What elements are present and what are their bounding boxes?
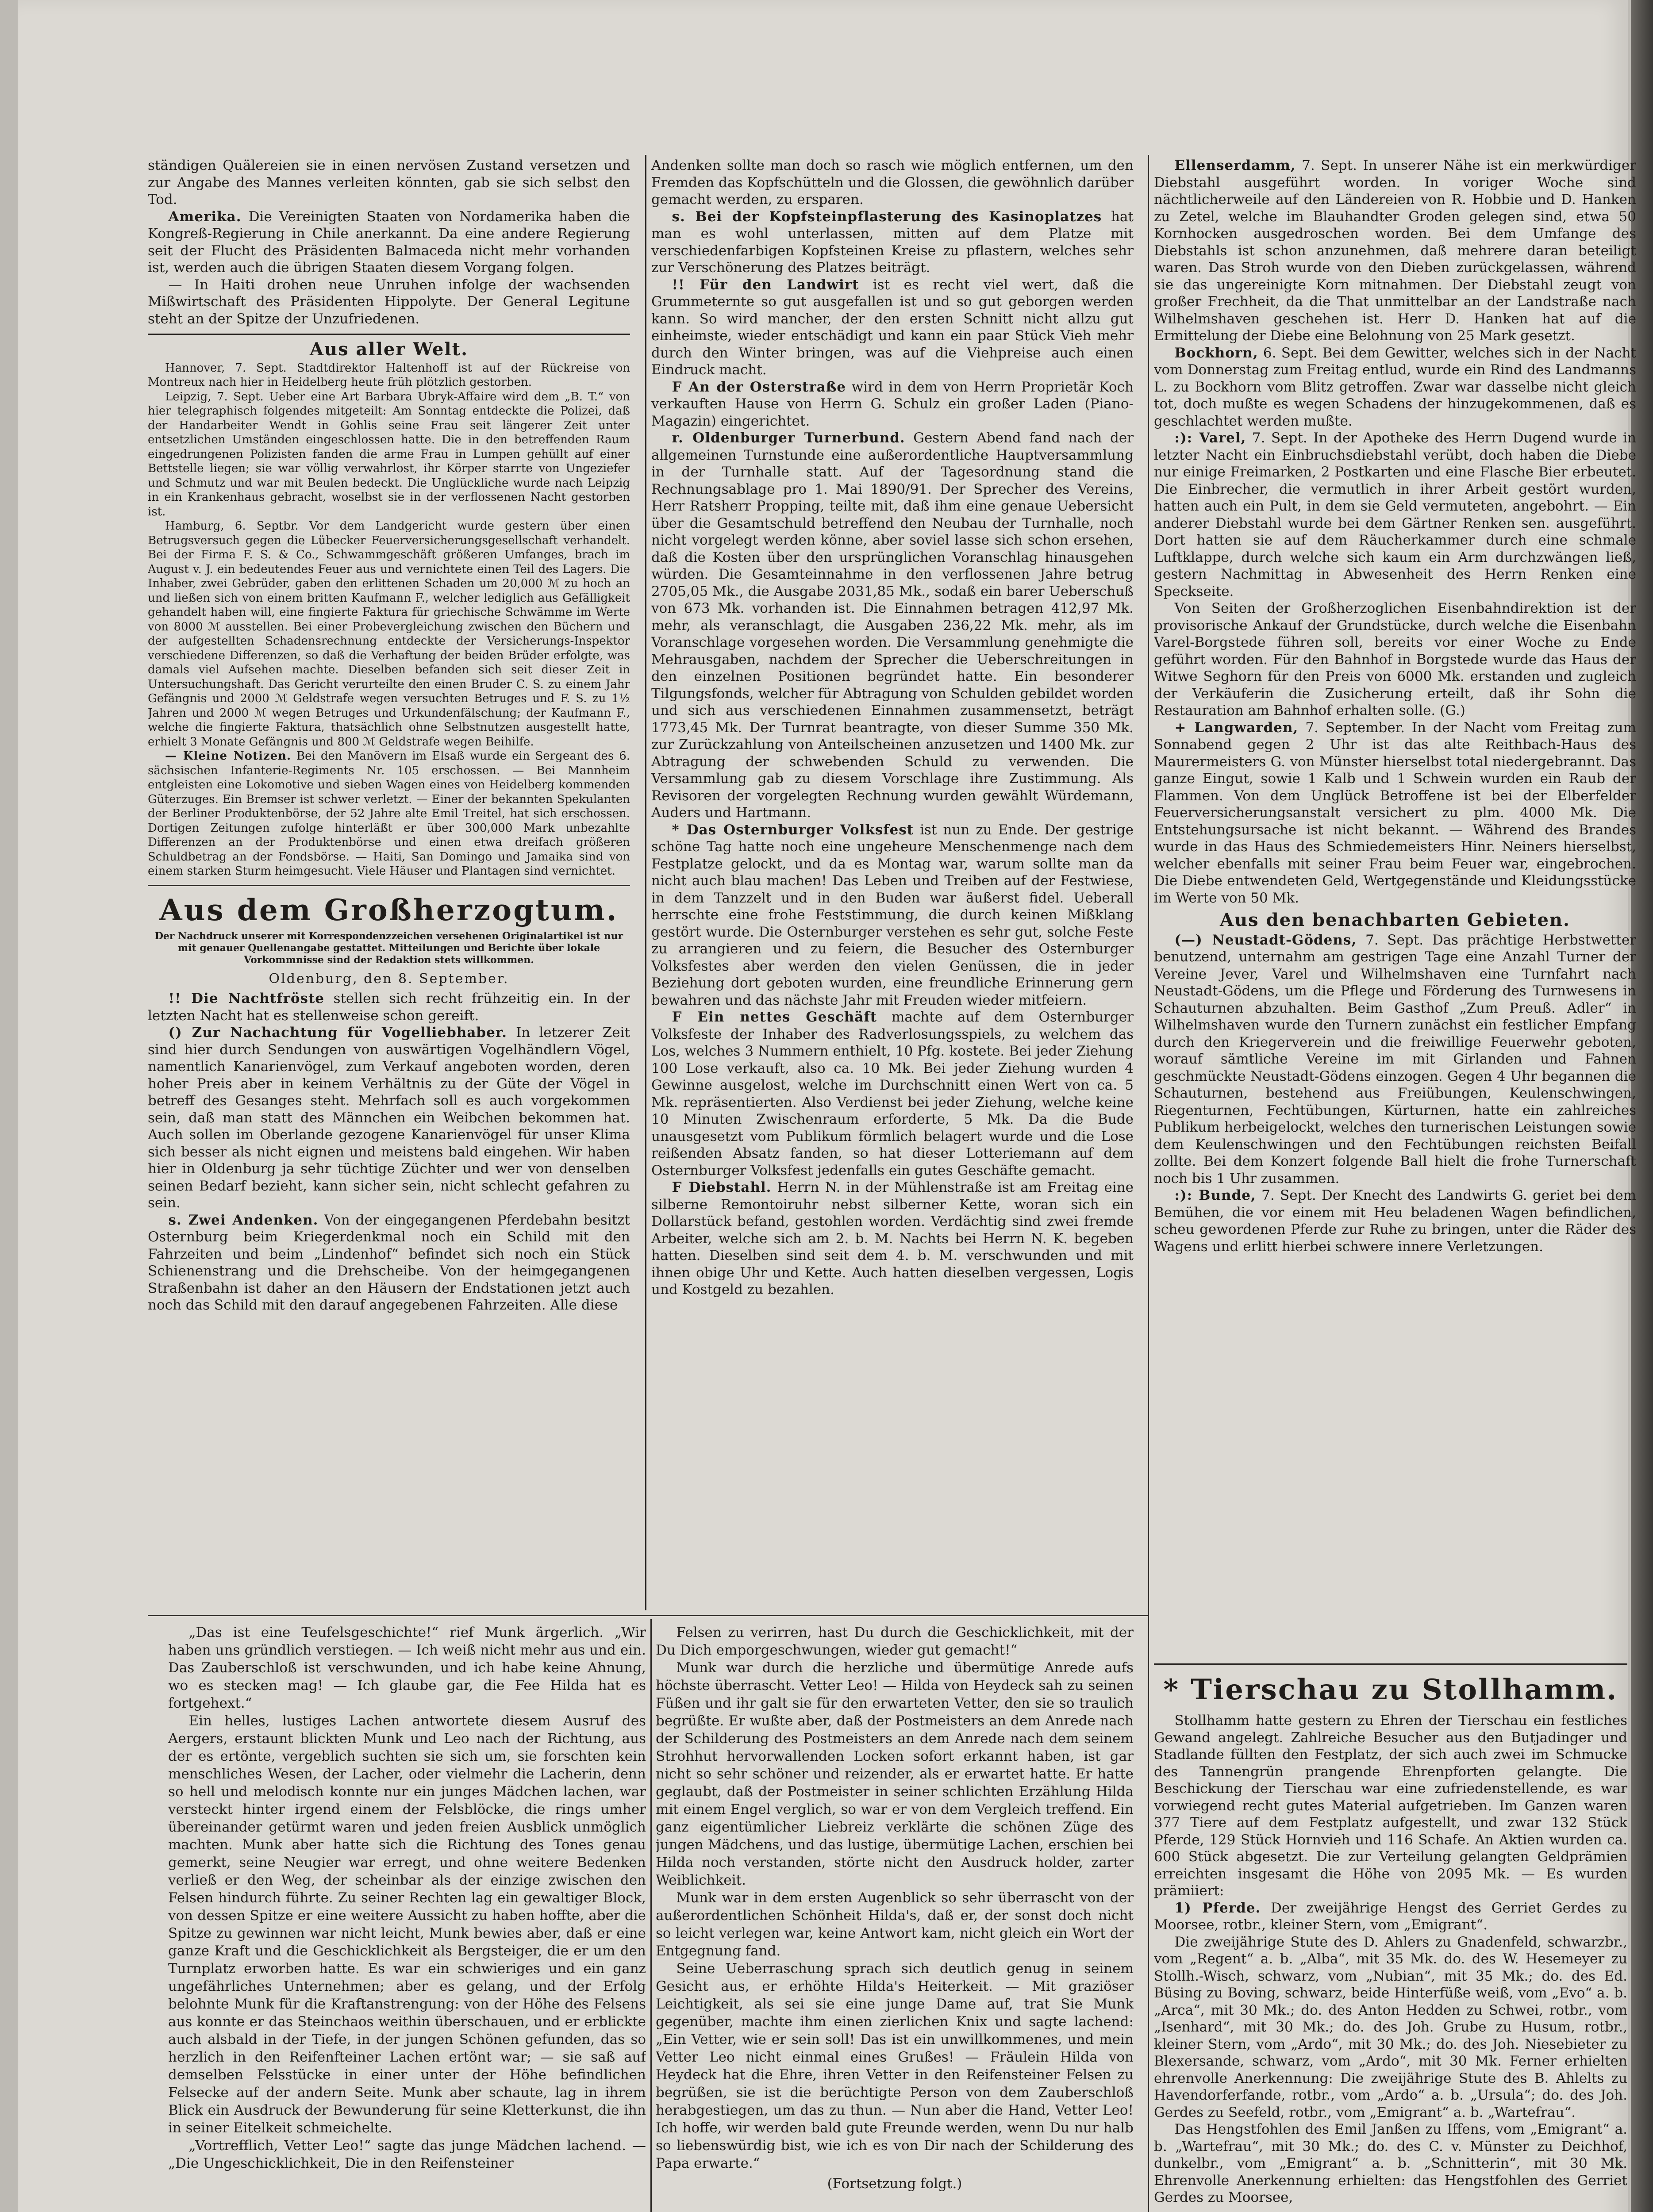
vogel-keyword: () Zur Nachachtung für Vogelliebhaber. [168, 1025, 507, 1041]
volksfest-keyword: * Das Osternburger Volksfest [672, 822, 914, 838]
oster-text: wird in dem von Herrn Proprietär Koch verkauften Hause von Herrn G. Schulz ein großer Laden (Piano-Magazin) eingerichtet. [651, 379, 1134, 429]
kasino-text: hat man es wohl unterlassen, mitten auf dem Platze mit verschiedenfarbigen Kopfsteinen Kreise zu pflastern, welches sehr zur Verschönerung des Platzes beiträgt. [651, 208, 1134, 276]
tierschau-section [1154, 1672, 1627, 2212]
bockhorn-keyword: Bockhorn, [1174, 345, 1258, 361]
feuilleton-paragraph: „Das ist eine Teufelsgeschichte!“ rief Munk ärgerlich. „Wir haben uns gründlich verstiegen. — Ich weiß nicht mehr aus und ein. Das Zauberschloß ist verschwunden, und ich habe keine Ahnung, wo es stecken mag! — Ich glaube gar, die Fee Hilda hat es fortgehext.“ [168, 1624, 646, 1711]
notizen-keyword: — Kleine Notizen. [165, 749, 292, 763]
feuilleton-right [656, 1624, 1134, 2212]
landwirt-article [651, 276, 1134, 379]
nachtfroeste-keyword: !! Die Nachtfröste [168, 991, 325, 1006]
oster-keyword: F An der Osterstraße [672, 379, 846, 395]
reprint-notice: Der Nachdruck unserer mit Korrespondenzzeichen versehenen Originalartikel ist nur mit genauer Quellenangabe gestattet. Mitteilungen und Berichte über lokale Vorkommnisse sind der Redaktion stets willkommen. [154, 930, 623, 966]
tierschau-pferde [1154, 1900, 1627, 1934]
feuilleton-paragraph: Felsen zu verirren, hast Du durch die Geschicklichkeit, mit der Du Dich emporgeschwungen, wieder gut gemacht!“ [656, 1624, 1134, 1658]
feuilleton-paragraph: Munk war in dem ersten Augenblick so sehr überrascht von der außerordentlichen Schönheit Hilda's, daß er, der sonst doch nicht so leicht verlegen war, keine Antwort kam, nicht gleich ein Wort der Entgegnung fand. [656, 1890, 1134, 1959]
welt-item: Leipzig, 7. Sept. Ueber eine Art Barbara Ubryk-Affaire wird dem „B. T.“ von hier telegraphisch folgendes mitgeteilt: Am Sonntag entdeckte die Polizei, daß der Handarbeiter Wendt in Gohlis seine Frau seit längerer Zeit unter entsetzlichen Umständen eingeschlossen hatte. Die in den betreffenden Raum eingedrungenen Polizisten fanden die arme Frau in Lumpen gehüllt auf einer Bettstelle liegen; sie war völlig verwahrlost, ihr Körper starrte von Ungeziefer und Schmutz und war mit Beulen bedeckt. Die Unglückliche wurde nach Leipzig in ein Krankenhaus gebracht, woselbst sie in der verflossenen Nacht gestorben ist. [148, 390, 630, 518]
bunde-article [1154, 1187, 1636, 1255]
amerika-article [148, 208, 630, 276]
langw-keyword: + Langwarden, [1174, 719, 1299, 736]
haiti-text: — In Haiti drohen neue Unruhen infolge der wachsenden Mißwirtschaft des Präsidenten Hippolyte. Der General Legitune steht an der Spitze der Unzufriedenen. [148, 276, 630, 327]
volksfest-article [651, 822, 1134, 1009]
section-head-welt: Aus aller Welt. [309, 339, 469, 360]
intro-text: ständigen Quälereien sie in einen nervösen Zustand versetzen und zur Angabe des Mannes verleiten könnten, gab sie sich selbst den Tod. [148, 157, 630, 207]
tierschau-head: * Tierschau zu Stollhamm. [1163, 1673, 1618, 1706]
nachtfroeste-article [148, 990, 630, 1024]
geschaeft-keyword: F Ein nettes Geschäft [672, 1009, 877, 1025]
ellens-text: 7. Sept. In unserer Nähe ist ein merkwürdiger Diebstahl ausgeführt worden. In voriger Woche sind nächtlicherweile auf den Ländereien von R. Hobbie und D. Hanken zu Zetel, welche im Blauhandter Groden gelegen sind, etwa 50 Kornhocken ausgedroschen worden. Bei dem Umfange des Diebstahls ist schon anzunehmen, daß mehrere daran beteiligt waren. Das Stroh wurde von den Dieben zurückgelassen, während sie das ungereinigte Korn mitnahmen. Der Diebstahl zeugt von großer Frechheit, da die That unmittelbar an der Landstraße nach Wilhelmshaven geschehen ist. Herr D. Hanken hat auf die Ermittelung der Diebe eine Belohnung von 25 Mark gesetzt. [1154, 157, 1636, 344]
section-head-grossherzogtum: Aus dem Großherzogtum. [159, 892, 619, 927]
diebstahl-text: Herrn N. in der Mühlenstraße ist am Freitag eine silberne Remontoiruhr nebst silberner Kette, woran sich ein Dollarstück befand, gestohlen worden. Verdächtig sind zwei fremde Arbeiter, welche sich am 2. b. M. Nachts bei Herrn N. K. begeben hatten. Dieselben sind seit dem 4. b. M. verschwunden und mit ihnen obige Uhr und Kette. Auch hatten dieselben vergessen, Logis und Kostgeld zu bezahlen. [651, 1179, 1134, 1298]
welt-item: Hamburg, 6. Septbr. Vor dem Landgericht wurde gestern über einen Betrugsversuch gegen die Lübecker Feuerversicherungsgesellschaft verhandelt. Bei der Firma F. S. & Co., Schwammgeschäft größeren Umfanges, brach im August v. J. ein bedeutendes Feuer aus und vernichtete einen Teil des Lagers. Die Inhaber, zwei Gebrüder, gaben den erlittenen Schaden um 20,000 ℳ zu hoch an und ließen sich von einem britten Kaufmann F., welcher lediglich aus Gefälligkeit gehandelt haben will, eine fingierte Faktura für griechische Schwämme im Werte von 8000 ℳ ausstellen. Bei einer Probevergleichung zwischen den Büchern und der aufgestellten Schadensrechnung entdeckte der Versicherungs-Inspektor verschiedene Differenzen, so daß die Verhaftung der beiden Brüder erfolgte, was damals viel Aufsehen machte. Dieselben befanden sich seit dieser Zeit in Untersuchungshaft. Das Gericht verurteilte den einen Bruder C. S. zu einem Jahr Gefängnis und 2000 ℳ Geldstrafe wegen versuchten Betruges und F. S. zu 1½ Jahren und 2000 ℳ wegen Betruges und Urkundenfälschung; der Kaufmann F., welche die fingierte Faktura, thatsächlich ohne Selbstnutzen ausgestellt hatte, erhielt 3 Monate Gefängnis und 800 ℳ Geldstrafe wegen Beihilfe. [148, 519, 630, 749]
neustadt-article [1154, 932, 1636, 1187]
andenken-keyword: s. Zwei Andenken. [168, 1212, 319, 1228]
feuilleton-paragraph: „Vortrefflich, Vetter Leo!“ sagte das junge Mädchen lachend. — „Die Ungeschicklichkeit, Die in den Reifensteiner [168, 2138, 646, 2171]
column-1 [148, 157, 630, 1599]
oster-article [651, 379, 1134, 430]
diebstahl-keyword: F Diebstahl. [672, 1179, 772, 1195]
volksfest-text: ist nun zu Ende. Der gestrige schöne Tag hatte noch eine ungeheure Menschenmenge nach dem Festplatze gelockt, und da es Montag war, warum sollte man da nicht auch blau machen! Das Leben und Treiben auf der Festwiese, in dem Tanzzelt und in den Buden war äußerst fidel. Ueberall herrschte eine frohe Feststimmung, die durch keinen Mißklang gestört wurde. Die Osternburger verstehen es sehr gut, solche Feste zu arrangieren und zu feiern, die Besucher des Osternburger Volksfestes aber werden den vielen Genüssen, die in jeder Beziehung dort geboten wurden, eine freundliche Erinnerung gern bewahren und das nächste Jahr mit Freuden wieder mitfeiern. [651, 822, 1134, 1008]
feuilleton-paragraph: Munk war durch die herzliche und übermütige Anrede aufs höchste überrascht. Vetter Leo! — Hilda von Heydeck sah zu seinen Füßen und ihr galt sie für den erwarteten Vetter, den sie so traulich begrüßte. Er wußte aber, daß der Postmeisters an dem Anrede nach der Schilderung des Postmeisters an dem Anrede nach dem seinem Strohhut hervorwallenden Locken sofort erkannt haben, ist gar nicht so sehr schöner und reizender, als er erwartet hatte. Er hatte geglaubt, daß der Postmeister in seiner schlichten Erzählung Hilda mit einem Engel verglich, so war er von dem Vergleich treffend. Ein ganz eigentümlicher Liebreiz verklärte die schönen Züge des jungen Mädchens, und das lustige, übermütige Lachen, erschien bei Hilda noch verstanden, störte nicht den Ausdruck holder, zarter Weiblichkeit. [656, 1660, 1134, 1888]
varel-keyword: :): Varel, [1174, 430, 1246, 446]
geschaeft-article [651, 1009, 1134, 1179]
bunde-text: 7. Sept. Der Knecht des Landwirts G. geriet bei dem Bemühen, die vor einem mit Heu beladenen Wagen befindlichen, scheu gewordenen Pferde zur Ruhe zu bringen, unter die Räder des Wagens und erlitt hierbei schwere innere Verletzungen. [1154, 1187, 1636, 1255]
feuilleton-left [168, 1624, 646, 2212]
neustadt-text: 7. Sept. Das prächtige Herbstwetter benutzend, unternahm am gestrigen Tage eine Anzahl Turner der Vereine Jever, Varel und Wilhelmshaven eine Turnfahrt nach Neustadt-Gödens, um die Pflege und Förderung des Turnwesens in Schauturnen abzuhalten. Beim Gasthof „Zum Preuß. Adler“ in Wilhelmshaven wurde den Turnern zunächst ein festlicher Empfang durch den Kriegerverein und die freiwillige Feuerwehr geboten, worauf sämtliche Vereine im mit Girlanden und Fahnen geschmückte Neustadt-Gödens einzogen. Gegen 4 Uhr begannen die Schauturnen, bestehend aus Freiübungen, Keulenschwingen, Riegenturnen, Fechtübungen, Kürturnen, hatte ein zahlreiches Publikum herbeigelockt, welches den turnerischen Leistungen sowie dem Keulenschwingen und den Fechtübungen reichsten Beifall zollte. Bei dem Konzert folgende Ball hielt die frohe Turnerschaft noch bis 1 Uhr zusammen. [1154, 932, 1636, 1187]
varel-text: 7. Sept. In der Apotheke des Herrn Dugend wurde in letzter Nacht ein Einbruchsdiebstahl verübt, doch haben die Diebe nur einige Freimarken, 2 Postkarten und eine Flasche Bier erbeutet. Die Einbrecher, die vermutlich in ihrer Arbeit gestört wurden, hatten auch ein Pult, in dem sie Geld vermuteten, angebohrt. — Ein anderer Diebstahl wurde bei dem Gärtner Renken sen. ausgeführt. Dort hatten sie auf dem Räucherkammer durch eine schmale Luftklappe, durch welche sich kaum ein Arm durchzwängen ließ, gestern Nachmittag in Abwesenheit des Herrn Renken eine Speckseite. [1154, 430, 1636, 599]
ellens-keyword: Ellenserdamm, [1174, 157, 1296, 173]
turner-keyword: r. Oldenburger Turnerbund. [672, 430, 905, 446]
column-divider [645, 155, 646, 1610]
tierschau-rule [1154, 1663, 1627, 1665]
nachtfroeste-text: stellen sich recht frühzeitig ein. In der letzten Nacht hat es stellenweise schon gereift. [148, 991, 630, 1024]
bockhorn-text: 6. Sept. Bei dem Gewitter, welches sich in der Nacht vom Donnerstag zum Freitag entlud, wurde ein Rind des Landmanns L. zu Bockhorn vom Blitz getroffen. Zwar war dasselbe nicht gleich tot, doch mußte es wegen Schadens der hinzugekommenen, daß es geschlachtet werden mußte. [1154, 345, 1636, 429]
pferde-text: Der zweijährige Hengst des Gerriet Gerdes zu Moorsee, rotbr., kleiner Stern, vom „Emigrant“. [1154, 1900, 1627, 1933]
bunde-keyword: :): Bunde, [1174, 1187, 1256, 1203]
column-3 [1154, 157, 1636, 1661]
section-rule [148, 334, 630, 335]
kasino-keyword: s. Bei der Kopfsteinpflasterung des Kasinoplatzes [672, 208, 1102, 225]
bockhorn-article [1154, 345, 1636, 430]
tierschau-intro: Stollhamm hatte gestern zu Ehren der Tierschau ein festliches Gewand angelegt. Zahlreiche Besucher aus den Butjadinger und Stadlande füllten den Festplatz, der sich auch zwei im Schmucke des Tannengrün prangende Ehrenpforten gelangte. Die Beschickung der Tierschau war eine zufriedenstellende, es war vorwiegend recht gutes Material aufgetrieben. Im Ganzen waren 377 Tiere auf dem Festplatz aufgestellt, und zwar 132 Stück Pferde, 129 Stück Hornvieh und 116 Schafe. An Aktien wurden ca. 600 Stück abgesetzt. Die zur Verteilung gelangten Geldprämien erreichten insgesamt die Höhe von 2095 Mk. — Es wurden prämiiert: [1154, 1713, 1627, 1899]
turner-text: Gestern Abend fand nach der allgemeinen Turnstunde eine außerordentliche Hauptversammlung in der Turnhalle statt. Auf der Tagesordnung stand die Rechnungsablage pro 1. Mai 1890/91. Der Sprecher des Vereins, Herr Ratsherr Propping, teilte mit, daß ihm eine genaue Uebersicht über die Gesamtschuld betreffend den Neubau der Turnhalle, noch nicht vorgelegt werden könne, aber soviel lasse sich schon ersehen, daß die Kosten über den ursprünglichen Voranschlag hinausgehen würden. Die Gesamteinnahme in den verflossenen Jahre betrug 2705,05 Mk., die Ausgabe 2031,85 Mk., sodaß ein barer Ueberschuß von 673 Mk. vorhanden ist. Die Einnahmen betragen 412,97 Mk. mehr, als veranschlagt, die Ausgaben 236,22 Mk. mehr, als im Voranschlage vorgesehen worden. Die Versammlung genehmigte die Mehrausgaben, nachdem der Sprecher die Ueberschreitungen in den einzelnen Positionen begründet hatte. Ein besonderer Tilgungsfonds, welcher für Abtragung von Schulden gebildet worden und sich aus verschiedenen Einnahmen zusammensetzt, beträgt 1773,45 Mk. Der Turnrat beantragte, von dieser Summe 350 Mk. zur Zurückzahlung von Anteilscheinen anzusetzen und 1400 Mk. zur Abtragung der schwebenden Schuld zu verwenden. Die Versammlung gab zu diesem Vorschlage ihre Zustimmung. Als Revisoren der vorgelegten Rechnung wurden gewählt Würdemann, Auders und Hartmann. [651, 430, 1134, 821]
ellens-article [1154, 157, 1636, 345]
feuilleton-rule [148, 1615, 1148, 1616]
section-rule [148, 885, 630, 886]
langw-article [1154, 719, 1636, 907]
intro-text: Andenken sollte man doch so rasch wie möglich entfernen, um den Fremden das Kopfschütteln und die Glossen, die gewöhnlich darüber gemacht werden, zu ersparen. [651, 157, 1134, 207]
column-divider [1148, 155, 1149, 2212]
feuilleton-paragraph: Ein helles, lustiges Lachen antwortete diesem Ausruf des Aergers, erstaunt blickten Munk und Leo nach der Richtung, aus der es ertönte, vergeblich suchten sie sich um, sie forschten kein menschliches Wesen, der Lacher, oder vielmehr die Lacherin, denn so hell und melodisch konnte nur ein junges Mädchen lachen, war versteckt hinter irgend einem der Felsblöcke, die rings umher übereinander getürmt waren und jeden freien Ausblick unmöglich machten. Munk aber hatte sich die Richtung des Tones genau gemerkt, seine Neugier war erregt, und ohne weitere Bedenken verließ er den Weg, der scheinbar als der einzige zwischen den Felsen hindurch führte. Zu seiner Rechten lag ein gewaltiger Block, von dessen Spitze er eine weitere Aussicht zu haben hoffte, aber die Spitze zu gewinnen war nicht leicht, Munk bewies aber, daß er eine ganze Kraft und die Geschicklichkeit als Bergsteiger, die er um den Turnplatz erworben hatte. Es war ein schwieriges und ein ganz ungefährliches Unternehmen; aber es gelang, und der Erfolg belohnte Munk für die Kraftanstrengung: von der Höhe des Felsens aus konnte er das Steinchaos weithin überschauen, und er erblickte auch alsbald in der Tiefe, in der jungen Schönen gefunden, das so herzlich in den Reifenfteiner Lachen ertönt war; — sie saß auf demselben Felsstücke in einer unter der Höhe befindlichen Felsecke auf der andern Seite. Munk aber schaute, lag in ihrem Blick ein Ausdruck der Bewunderung für seine Kletterkunst, die ihn in seiner Eitelkeit schmeichelte. [168, 1713, 646, 2136]
notizen-text: Bei den Manövern im Elsaß wurde ein Sergeant des 6. sächsischen Infanterie-Regiments Nr. 105 erschossen. — Bei Mannheim entgleisten eine Lokomotive und sieben Wagen eines von Heidelberg kommenden Güterzuges. Ein Bremser ist schwer verletzt. — Einer der bekannten Spekulanten der Berliner Produktenbörse, der 52 Jahre alte Emil Treitel, hat sich erschossen. Dortigen Zeitungen zufolge hinterläßt er über 300,000 Mark unbezahlte Differenzen an der Produktenbörse und einen etwa dreifach größeren Schuldbetrag an der Fondsbörse. — Haiti, San Domingo und Jamaika sind von einem starken Sturm heimgesucht. Viele Häuser und Plantagen sind vernichtet. [148, 749, 630, 878]
amerika-keyword: Amerika. [168, 208, 242, 225]
section-head-nachbar: Aus den benachbarten Gebieten. [1220, 910, 1570, 930]
langw-text: 7. September. In der Nacht vom Freitag zum Sonnabend gegen 2 Uhr ist das alte Reithbach-Haus des Maurermeisters G. von Münster hierselbst total niedergebrannt. Das ganze Eingut, sowie 1 Kalb und 1 Schwein wurden ein Raub der Flammen. Von dem Unglück Betroffene ist bei der Elberfelder Feuerversicherungsanstalt versichert zu plm. 4000 Mk. Die Entstehungsursache ist nicht bekannt. — Während des Brandes wurde in das Haus des Schmiedemeisters Hinr. Neiners hierselbst, welcher ebenfalls mit seiner Frau beim Feuer war, eingebrochen. Die Diebe entwendeten Geld, Wertgegenstände und Kleidungsstücke im Werte von 50 Mk. [1154, 719, 1636, 906]
andenken-text: Von der eingegangenen Pferdebahn besitzt Osternburg beim Kriegerdenkmal noch ein Schild mit den Fahrzeiten und beim „Lindenhof“ befindet sich noch ein Stück Schienenstrang und die Drehscheibe. Von der heimgegangenen Straßenbahn ist daher an den Häusern der Endstationen jetzt auch noch das Schild mit den darauf angegebenen Fahrzeiten. Alle diese [148, 1212, 630, 1313]
continuation-note: (Fortsetzung folgt.) [827, 2176, 962, 2192]
dateline: Oldenburg, den 8. September. [269, 971, 509, 987]
geschaeft-text: machte auf dem Osternburger Volksfeste der Inhaber des Radverlosungsspiels, zu welchem das Los, welches 3 Nummern enthielt, 10 Pfg. kostete. Bei jeder Ziehung 100 Lose verkauft, also ca. 10 Mk. Bei jeder Ziehung wurden 4 Gewinne ausgelost, welche im Durchschnitt einen Wert von ca. 5 Mk. repräsentierten. Also Verdienst bei jeder Ziehung, welche keine 10 Minuten Zwischenraum erforderte, 5 Mk. Da die Bude unausgesetzt vom Publikum förmlich belagert wurde und die Lose reißenden Absatz fanden, so hat dieser Lotteriemann auf dem Osternburger Volksfest jedenfalls ein gutes Geschäfte gemacht. [651, 1009, 1134, 1179]
welt-articles [148, 361, 630, 879]
kasino-article [651, 208, 1134, 276]
amerika-text: Die Vereinigten Staaten von Nordamerika haben die Kongreß-Regierung in Chile anerkannt. Da eine andere Regierung seit der Flucht des Präsidenten Balmaceda nicht mehr vorhanden ist, werden auch die übrigen Staaten diesem Vorgang folgen. [148, 208, 630, 276]
feuilleton-paragraph: Seine Ueberraschung sprach sich deutlich genug in seinem Gesicht aus, er erhöhte Hilda's Heiterkeit. — Mit graziöser Leichtigkeit, als sei sie eine junge Dame auf, trat Sie Munk gegenüber, machte ihm einen zierlichen Knix und sagte lachend: „Ein Vetter, wie er sein soll! Das ist ein unwillkommenes, und mein Vetter Leo nicht einmal eines Grußes! — Fräulein Hilda von Heydeck hat die Ehre, ihren Vetter in den Reifensteiner Felsen zu begrüßen, sie ist die berüchtigte Person von dem Zauberschloß herabgestiegen, um das zu thun. — Nun aber die Hand, Vetter Leo! Ich hoffe, wir werden bald gute Freunde werden, wenn Du nur halb so liebenswürdig bist, wie ich es von Dir nach der Schilderung des Papa erwarte.“ [656, 1961, 1134, 2171]
tierschau-paragraph: Das Hengstfohlen des Emil Janßen zu Iffens, vom „Emigrant“ a. b. „Wartefrau“, mit 30 Mk.; do. des C. v. Münster zu Deichhof, dunkelbr., vom „Emigrant“ a. b. „Schnitterin“, mit 30 Mk. Ehrenvolle Anerkennung erhielten: das Hengstfohlen des Gerriet Gerdes zu Moorsee, [1154, 2121, 1627, 2205]
notizen-article [148, 749, 630, 879]
tierschau-paragraph: Die zweijährige Stute des D. Ahlers zu Gnadenfeld, schwarzbr., vom „Regent“ a. b. „Alba“, mit 35 Mk. do. des W. Hesemeyer zu Stollh.-Wisch, schwarz, vom „Nubian“, mit 35 Mk.; do. des Ed. Büsing zu Boving, schwarz, beide Hinterfüße weiß, vom „Evo“ a. b. „Arca“, mit 30 Mk.; do. des Anton Hedden zu Schwei, rotbr., vom „Isenhard“, mit 30 Mk.; do. des Joh. Grube zu Husum, rotbr., kleiner Stern, vom „Ardo“, mit 30 Mk.; do. des Joh. Niesebieter zu Blexersande, schwarz, vom „Ardo“, mit 30 Mk. Ferner erhielten ehrenvolle Anerkennung: Die zweijährige Stute des B. Ahlelts zu Havendorferfande, rotbr., vom „Ardo“ a. b. „Ursula“; do. des Joh. Gerdes zu Seefeld, rotbr., vom „Emigrant“ a. b. „Wartefrau“. [1154, 1934, 1627, 2120]
vogel-article [148, 1024, 630, 1212]
diebstahl-article [651, 1179, 1134, 1298]
feuilleton-divider [650, 1619, 652, 2212]
neustadt-keyword: (—) Neustadt-Gödens, [1174, 932, 1357, 948]
column-2 [651, 157, 1134, 1599]
andenken-article [148, 1212, 630, 1314]
welt-item: Hannover, 7. Sept. Stadtdirektor Haltenhoff ist auf der Rückreise von Montreux nach hier in Heidelberg heute früh plötzlich gestorben. [148, 361, 630, 389]
varel-text-2: Von Seiten der Großherzoglichen Eisenbahndirektion ist der provisorische Ankauf der Grundstücke, durch welche die Eisenbahn Varel-Borgstede führen soll, bereits vor einer Woche zu Ende geführt worden. Für den Bahnhof in Borgstede wurde das Haus der Witwe Seghorn für den Preis von 6000 Mk. erstanden und zugleich der Verkäuferin die Zusicherung erteilt, daß ihr Sohn die Restauration am Bahnhof erhalten solle. (G.) [1154, 600, 1636, 718]
vogel-text: In letzerer Zeit sind hier durch Sendungen von auswärtigen Vogelhändlern Vögel, namentlich Kanarienvögel, zum Verkauf angeboten worden, deren hoher Preis aber in keinem Verhältnis zu der Güte der Vögel in betreff des Gesanges steht. Mehrfach soll es auch vorgekommen sein, daß man statt des Männchen ein Weibchen bekommen hat. Auch sollen im Oberlande gezogene Kanarienvögel für unser Klima sich besser als nicht eignen und meistens bald eingehen. Wir haben hier in Oldenburg ja sehr tüchtige Züchter und wer von denselben seinen Bedarf bezieht, kann sicher sein, nicht schlecht gefahren zu sein. [148, 1025, 630, 1211]
pferde-keyword: 1) Pferde. [1174, 1900, 1261, 1916]
varel-article [1154, 430, 1636, 600]
landwirt-keyword: !! Für den Landwirt [672, 276, 859, 293]
landwirt-text: ist es recht viel wert, daß die Grummeternte so gut ausgefallen ist und so gut geborgen werden kann. So wird mancher, der den ersten Schnitt nicht allzu gut einheimste, wieder entschädigt und kann ein paar Stück Vieh mehr durch den Winter bringen, was auf die Viehpreise auch einen Eindruck macht. [651, 276, 1134, 378]
turner-article [651, 430, 1134, 822]
